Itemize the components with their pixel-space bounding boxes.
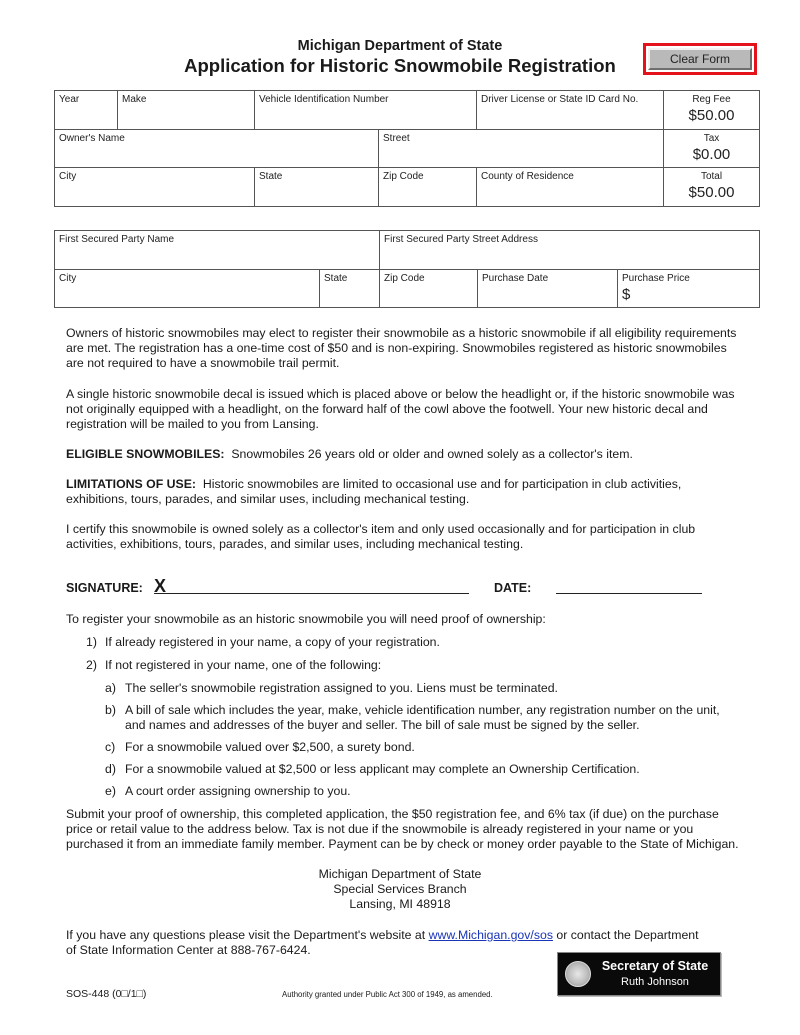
year-label: Year (59, 94, 80, 105)
date-line[interactable] (556, 593, 702, 594)
county-input[interactable] (481, 184, 659, 200)
secured-party-name-label: First Secured Party Name (59, 234, 175, 245)
proof-subitem-a (105, 681, 735, 696)
badge-title: Secretary of State (601, 959, 709, 973)
signature-line[interactable] (154, 593, 469, 594)
license-field[interactable] (477, 91, 664, 130)
secured-state-field[interactable] (320, 270, 380, 308)
signature-label: SIGNATURE: (66, 581, 143, 595)
signature-row (66, 578, 746, 598)
limitations-label: LIMITATIONS OF USE: (66, 477, 197, 491)
owner-name-label: Owner's Name (59, 133, 125, 144)
state-input[interactable] (259, 184, 374, 200)
proof-intro: To register your snowmobile as an historic snowmobile you will need proof of ownership: (66, 612, 546, 626)
proof-item-number: 1) (86, 635, 97, 649)
purchase-date-label: Purchase Date (482, 273, 549, 284)
zip-field[interactable] (379, 168, 477, 207)
city-field[interactable] (55, 168, 255, 207)
clear-form-button[interactable]: Clear Form (648, 48, 752, 70)
proof-subitem-c (105, 740, 735, 755)
proof-subitem-b (105, 703, 735, 733)
subitem-letter: b) (105, 703, 116, 717)
contact-text-before: If you have any questions please visit the Department's website at (66, 928, 429, 942)
authority-note: Authority granted under Public Act 300 of 1949, as amended. (282, 990, 493, 999)
eligible-text: Snowmobiles 26 years old or older and owned solely as a collector's item. (231, 447, 633, 461)
website-link[interactable]: www.Michigan.gov/sos (428, 928, 553, 942)
make-input[interactable] (122, 107, 250, 123)
vin-input[interactable] (259, 107, 472, 123)
purchase-date-input[interactable] (482, 286, 613, 302)
total-cell (664, 168, 760, 207)
subitem-letter: c) (105, 740, 116, 754)
limitations-paragraph (66, 477, 746, 507)
subitem-letter: a) (105, 681, 116, 695)
form-code: SOS-448 (0□/1□) (66, 988, 147, 1000)
subitem-text: A bill of sale which includes the year, make, vehicle identification number, any registration number on the unit, and names and addresses of the buyer and seller. The bill of sale must be signed by the seller. (125, 703, 720, 733)
secured-city-label: City (59, 273, 77, 284)
badge-name: Ruth Johnson (621, 976, 689, 988)
secured-party-name-input[interactable] (59, 247, 375, 263)
proof-subitem-d (105, 762, 735, 777)
secretary-of-state-badge (557, 952, 721, 996)
secured-party-address-field[interactable] (380, 231, 760, 270)
year-field[interactable] (55, 91, 118, 130)
make-label: Make (122, 94, 147, 105)
page-title: Application for Historic Snowmobile Registration (184, 55, 616, 76)
department-heading: Michigan Department of State (297, 38, 503, 54)
clear-form-frame (643, 43, 757, 75)
make-field[interactable] (118, 91, 255, 130)
proof-item-number: 2) (86, 658, 97, 672)
secured-city-field[interactable] (55, 270, 320, 308)
license-input[interactable] (481, 107, 659, 123)
secured-zip-label: Zip Code (384, 273, 425, 284)
subitem-letter: d) (105, 762, 116, 776)
secured-state-input[interactable] (324, 286, 375, 302)
street-label: Street (383, 133, 410, 144)
subitem-letter: e) (105, 784, 116, 798)
purchase-date-field[interactable] (478, 270, 618, 308)
subitem-text: For a snowmobile valued at $2,500 or less applicant may complete an Ownership Certification. (125, 762, 640, 776)
tax-label: Tax (703, 133, 720, 144)
year-input[interactable] (59, 107, 113, 123)
vehicle-owner-table (54, 90, 760, 207)
street-input[interactable] (383, 146, 659, 162)
total-label: Total (700, 171, 723, 182)
proof-item-text: If already registered in your name, a copy of your registration. (105, 635, 440, 649)
total-value: $50.00 (688, 184, 735, 201)
subitem-text: The seller's snowmobile registration assigned to you. Liens must be terminated. (125, 681, 558, 695)
submit-paragraph: Submit your proof of ownership, this completed application, the $50 registration fee, and 6% tax (if due) on the purchase price or retail value to the address below. Tax is not due if the snowmobile is already registered in your name or you purchased it from an immediate family member. Payment can be by check or money order payable to the State of Michigan. (66, 807, 739, 852)
secured-zip-field[interactable] (380, 270, 478, 308)
certify-paragraph: I certify this snowmobile is owned solely as a collector's item and only used occasionally and for participation in club activities, exhibitions, tours, parades, and similar uses, including mechanical testing. (66, 522, 696, 552)
dollar-sign: $ (622, 286, 631, 303)
secured-party-name-field[interactable] (55, 231, 380, 270)
secured-city-input[interactable] (59, 286, 315, 302)
proof-subitem-e (105, 784, 735, 799)
limitations-text: Historic snowmobiles are limited to occasional use and for participation in club activities, exhibitions, tours, parades, and similar uses, including mechanical testing. (66, 477, 682, 507)
county-label: County of Residence (481, 171, 574, 182)
secured-state-label: State (324, 273, 348, 284)
zip-input[interactable] (383, 184, 472, 200)
secured-party-address-input[interactable] (384, 247, 755, 263)
subitem-text: A court order assigning ownership to you. (125, 784, 351, 798)
street-field[interactable] (379, 130, 664, 168)
subitem-text: For a snowmobile valued over $2,500, a surety bond. (125, 740, 415, 754)
decal-paragraph: A single historic snowmobile decal is issued which is placed above or below the headlight or, if the historic snowmobile was not originally equipped with a headlight, on the forward half of the cowl above the footwell. Your new historic decal and registration will be mailed to you from Lansing. (66, 387, 735, 432)
tax-cell (664, 130, 760, 168)
secured-party-address-label: First Secured Party Street Address (384, 234, 538, 245)
proof-item-text: If not registered in your name, one of the following: (105, 658, 382, 672)
tax-value: $0.00 (692, 146, 731, 163)
purchase-price-label: Purchase Price (622, 273, 690, 284)
city-input[interactable] (59, 184, 250, 200)
license-label: Driver License or State ID Card No. (481, 94, 639, 105)
state-label: State (259, 171, 283, 182)
eligible-label: ELIGIBLE SNOWMOBILES: (66, 447, 225, 461)
vin-field[interactable] (255, 91, 477, 130)
eligible-paragraph (66, 447, 746, 462)
reg-fee-cell (664, 91, 760, 130)
owner-name-input[interactable] (59, 146, 374, 162)
vin-label: Vehicle Identification Number (259, 94, 389, 105)
county-field[interactable] (477, 168, 664, 207)
state-field[interactable] (255, 168, 379, 207)
zip-label: Zip Code (383, 171, 424, 182)
state-seal-icon (565, 961, 591, 987)
address-line-3: Lansing, MI 48918 (349, 897, 451, 911)
city-label: City (59, 171, 77, 182)
purchase-price-field[interactable] (618, 270, 760, 308)
contact-text-after: or contact the Department of State Information Center at 888-767-6424. (66, 928, 699, 958)
secured-zip-input[interactable] (384, 286, 473, 302)
intro-paragraph: Owners of historic snowmobiles may elect to register their snowmobile as a historic snowmobile if all eligibility requirements are met. The registration has a one-time cost of $50 and is non-expiring. Snowmobiles registered as historic snowmobiles are not required to have a snowmobile trail permit. (66, 326, 737, 371)
reg-fee-value: $50.00 (688, 107, 735, 124)
reg-fee-label: Reg Fee (692, 94, 731, 105)
signature-x-mark: X (154, 576, 167, 596)
address-line-2: Special Services Branch (333, 882, 467, 896)
owner-name-field[interactable] (55, 130, 379, 168)
secured-party-table (54, 230, 760, 308)
date-label: DATE: (494, 581, 532, 595)
address-line-1: Michigan Department of State (318, 867, 482, 881)
